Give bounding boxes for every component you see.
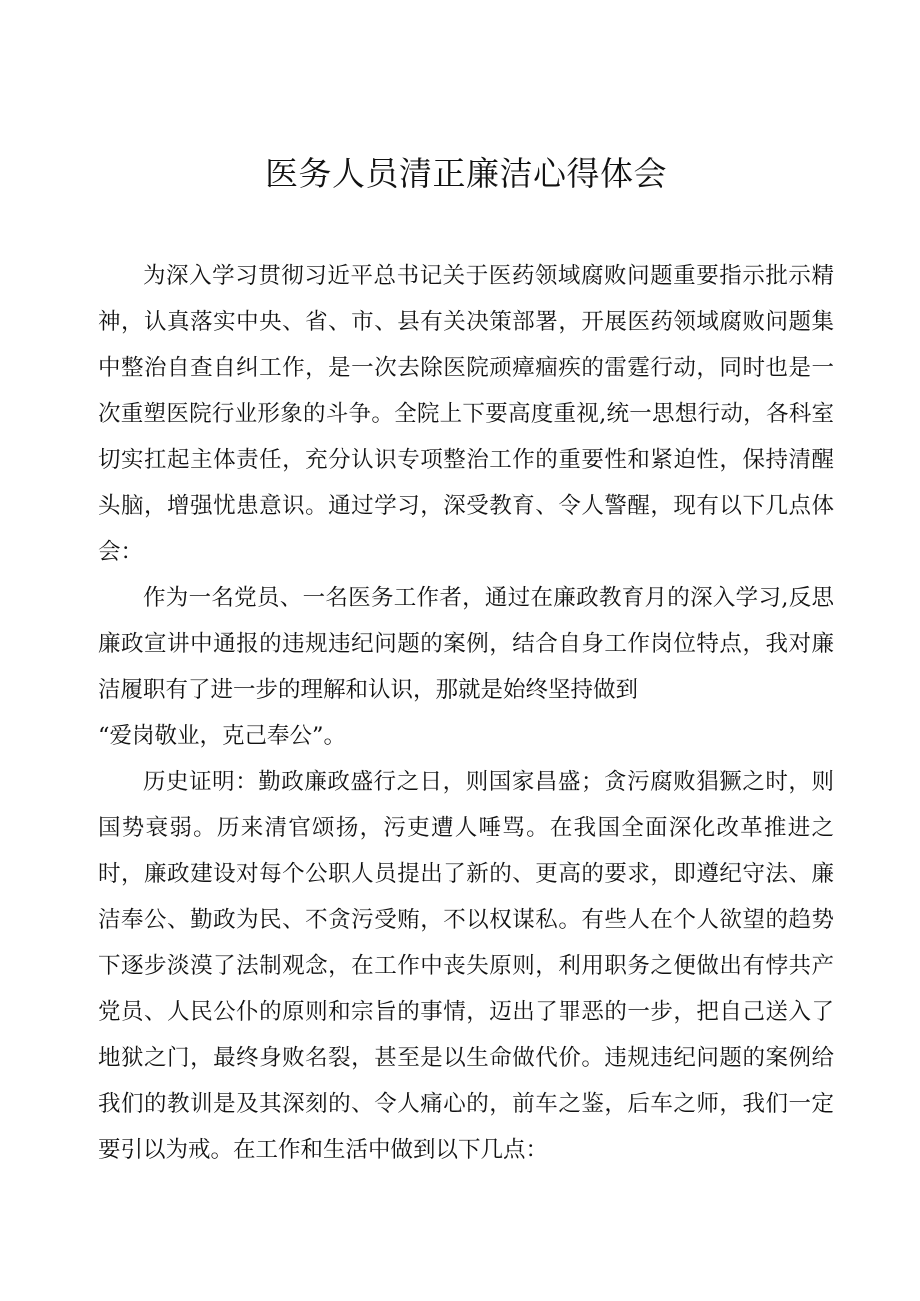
document-title: 医务人员清正廉洁心得体会 (265, 154, 667, 193)
paragraph-history: 历史证明：勤政廉政盛行之日，则国家昌盛；贪污腐败猖獗之时，则国势衰弱。历来清官颂扬，污吏遭人唾骂。在我国全面深化改革推进之时，廉政建设对每个公职人员提出了新的、更高的要求，即遵纪守法、廉洁奉公、勤政为民、不贪污受贿，不以权谋私。有些人在个人欲望的趋势下逐步淡漠了法制观念，在工作中丧失原则，利用职务之便做出有悖共产党员、人民公仆的原则和宗旨的事情，迈出了罪恶的一步，把自己送入了地狱之门，最终身败名裂，甚至是以生命做代价。违规违纪问题的案例给我们的教训是及其深刻的、令人痛心的，前车之鉴，后车之师，我们一定要引以为戒。在工作和生活中做到以下几点： (98, 769, 834, 1163)
paragraph-motto: “爱岗敬业，克己奉公”。 (98, 723, 347, 749)
paragraph-party-member: 作为一名党员、一名医务工作者，通过在廉政教育月的深入学习,反思廉政宣讲中通报的违规违纪问题的案例，结合自身工作岗位特点，我对廉洁履职有了进一步的理解和认识，那就是始终坚持做到 (98, 585, 834, 703)
paragraph-intro: 为深入学习贯彻习近平总书记关于医药领域腐败问题重要指示批示精神，认真落实中央、省、市、县有关决策部署，开展医药领域腐败问题集中整治自查自纠工作，是一次去除医院顽瘴痼疾的雷霆行动，同时也是一次重塑医院行业形象的斗争。全院上下要高度重视,统一思想行动，各科室切实扛起主体责任，充分认识专项整治工作的重要性和紧迫性，保持清醒头脑，增强忧患意识。通过学习，深受教育、令人警醒，现有以下几点体会： (98, 263, 834, 565)
document-body (98, 253, 834, 1173)
